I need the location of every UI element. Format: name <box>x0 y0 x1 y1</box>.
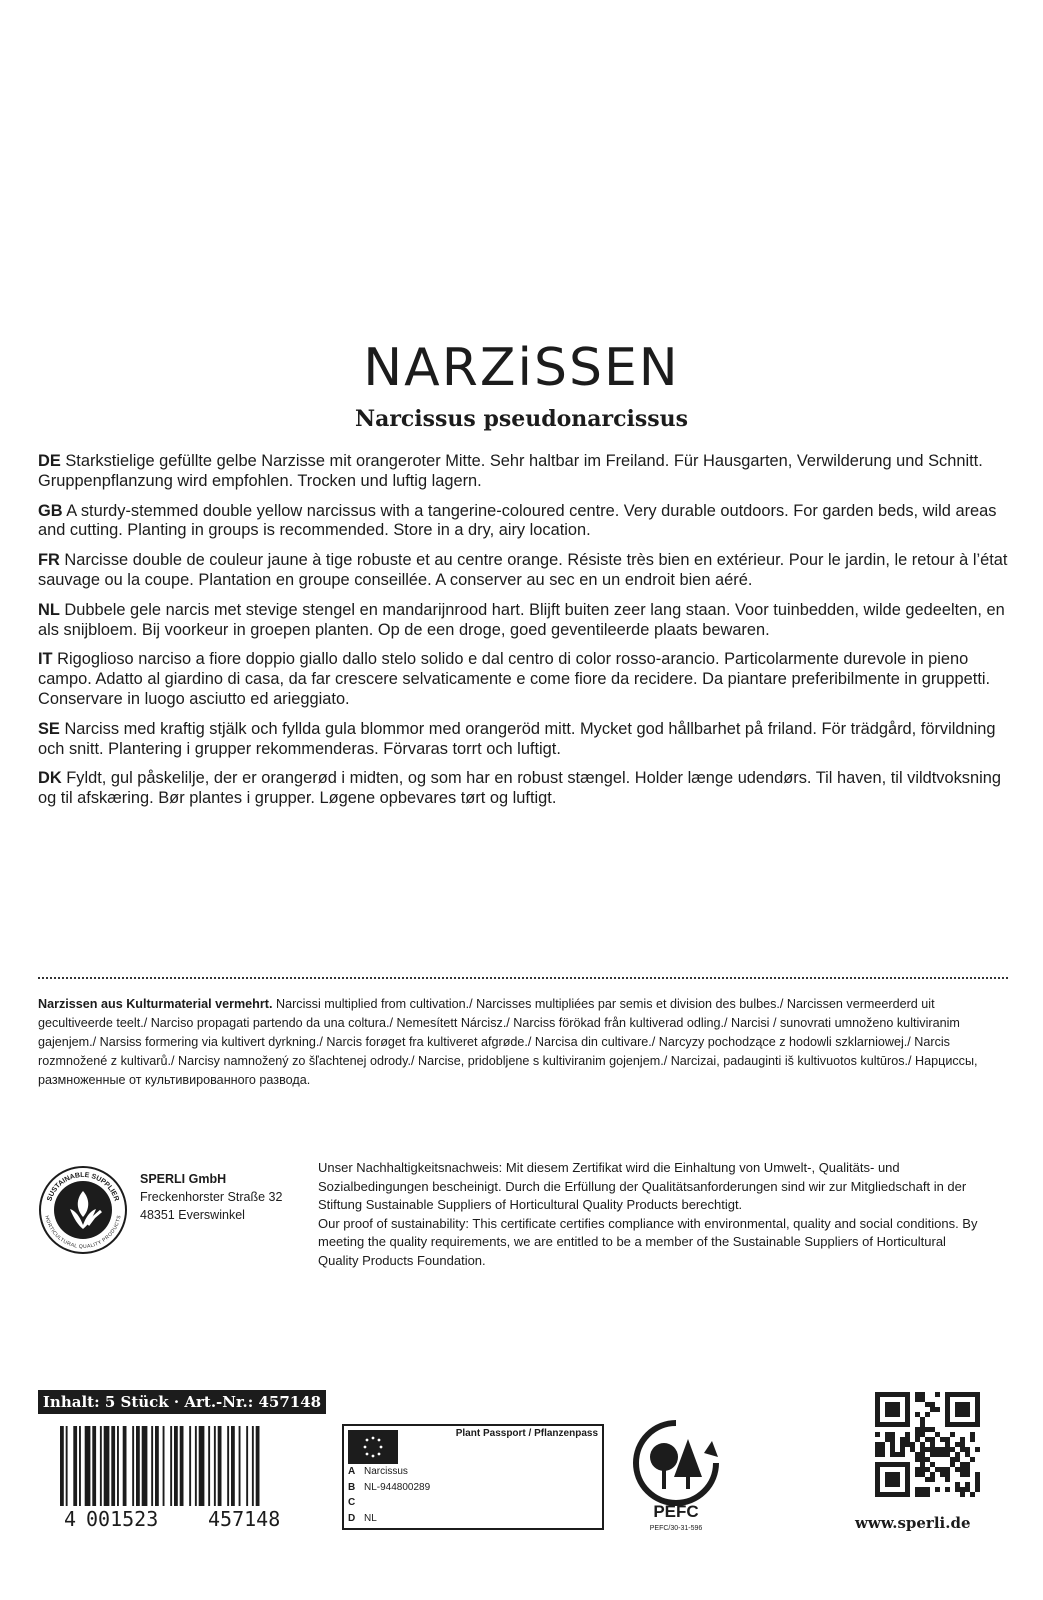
lang-text: Fyldt, gul påskelilje, der er orangerød i midten, og som har en robust stængel. Holder længe udendørs. Til haven, til vildtvoksning og til afskæring. Bør plantes i grupper. Løgene opbevares tørt og luftigt. <box>38 769 1001 808</box>
description-nl <box>38 601 1008 641</box>
lang-code: DK <box>38 769 62 788</box>
description-dk <box>38 769 1008 809</box>
lang-text: Rigoglioso narciso a fiore doppio giallo dallo stelo solido e dal centro di color rosso-arancio. Particolarmente durevole in pieno campo. Adatto al giardino di casa, da far crescere selvaticamente e come fiore da recidere. Da piantare preferibilmente in gruppetti. Conservare in luogo asciutto ed arieggiato. <box>38 650 991 708</box>
lang-code: IT <box>38 650 53 669</box>
sustainability-statement <box>318 1159 988 1271</box>
origin-notice <box>38 995 1008 1090</box>
company-city: 48351 Everswinkel <box>140 1208 245 1222</box>
origin-lead: Narzissen aus Kulturmaterial vermehrt. <box>38 997 273 1011</box>
passport-row: A Narcissus <box>348 1466 408 1477</box>
passport-row: D NL <box>348 1512 377 1524</box>
description-gb <box>38 502 1008 542</box>
badge-top-text: SUSTAINABLE SUPPLIER <box>46 1171 120 1203</box>
company-street: Freckenhorster Straße 32 <box>140 1190 283 1204</box>
company-name: SPERLI GmbH <box>140 1172 227 1186</box>
botanical-name: Narcissus pseudonarcissus <box>354 406 689 432</box>
sustainable-supplier-badge-icon <box>38 1165 128 1255</box>
passport-header: Plant Passport / Pflanzenpass <box>455 1428 598 1439</box>
passport-row: B NL-944800289 <box>348 1481 431 1493</box>
barcode-digit-first: 4 <box>64 1507 77 1528</box>
company-address <box>140 1170 282 1224</box>
barcode-digits-right: 457148 <box>208 1507 281 1528</box>
passport-rows <box>348 1464 430 1526</box>
pefc-logo-icon <box>626 1417 726 1532</box>
pefc-code: PEFC/30-31-596 <box>649 1525 703 1532</box>
description-fr <box>38 551 1008 591</box>
plant-passport <box>342 1424 604 1530</box>
lang-code: DE <box>38 452 61 470</box>
pefc-label: PEFC <box>653 1502 699 1521</box>
lang-text: Narcisse double de couleur jaune à tige robuste et au centre orange. Résiste très bien en extérieur. Pour le jardin, le retour à l’état sauvage ou la coupe. Plantation en groupe conseillée. A conserver au sec en un endroit bien aéré. <box>38 551 1008 589</box>
lang-code: FR <box>38 551 60 570</box>
lang-text: Narciss med kraftig stjälk och fyllda gula blommor med orangeröd mitt. Mycket god hållbarhet på friland. För trädgård, förvildning och snitt. Plantering i grupper rekommenderas. Förvaras torrt och luftigt. <box>38 719 996 758</box>
lang-code: NL <box>38 600 60 619</box>
passport-row: C <box>348 1497 356 1508</box>
qr-code-icon[interactable] <box>875 1392 980 1497</box>
website-link[interactable]: www.sperli.de <box>855 1514 971 1532</box>
lang-code: GB <box>38 501 63 520</box>
description-se <box>38 720 1008 760</box>
description-de <box>38 452 1008 492</box>
dotted-divider <box>38 977 1008 979</box>
sustainability-en: Our proof of sustainability: This certificate certifies compliance with environmental, quality and social conditions. By meeting the quality requirements, we are entitled to be a member of the Sustainable Suppliers of Horticultural Quality Products Foundation. <box>318 1215 978 1268</box>
product-title: NARZiSSEN <box>363 338 680 398</box>
content-label: Inhalt: 5 Stück · Art.-Nr.: 457148 <box>38 1390 326 1414</box>
barcode-icon <box>38 1418 326 1528</box>
sustainability-de: Unser Nachhaltigkeitsnachweis: Mit diesem Zertifikat wird die Einhaltung von Umwelt-, Qualitäts- und Sozialbedingungen bescheinigt. Durch die Erfüllung der Qualitätsanforderungen sind wir zur Mitgliedschaft in der Stiftung Sustainable Suppliers of Horticultural Quality Products berechtigt. <box>318 1160 967 1213</box>
barcode-digits-left: 001523 <box>86 1507 159 1528</box>
lang-text: Starkstielige gefüllte gelbe Narzisse mit orangeroter Mitte. Sehr haltbar im Freiland. Für Hausgarten, Verwilderung und Schnitt. Gruppenpflanzung wird empfohlen. Trocken und luftig lagern. <box>38 452 983 490</box>
lang-code: SE <box>38 719 60 738</box>
descriptions <box>38 452 1008 819</box>
lang-text: A sturdy-stemmed double yellow narcissus with a tangerine-coloured centre. Very durable outdoors. For garden beds, wild areas and cutting. Planting in groups is recommended. Store in a dry, airy location. <box>38 501 997 540</box>
lang-text: Dubbele gele narcis met stevige stengel en mandarijnrood hart. Blijft buiten zeer lang staan. Voor tuinbedden, wilde gedeelten, en als snijbloem. Bij voorkeur in groepen planten. Op de een droge, goed geventileerde plaats bewaren. <box>38 600 1005 639</box>
eu-flag-icon <box>348 1430 398 1464</box>
description-it <box>38 650 1008 709</box>
badge-bottom-text: HORTICULTURAL QUALITY PRODUCTS <box>43 1215 123 1251</box>
origin-text: Narcissi multiplied from cultivation./ Narcisses multipliées par semis et division des bulbes./ Narcissen vermeerderd uit gecultiveerde teelt./ Narciso propagati partendo da una coltura./ Nemesített Nárcisz./ Narciss förökad från kultiverad odling./ Narcisi / sunovrati umnoženo kultiviranim gajenjem./ Narsiss formering via kultivert dyrkning./ Narcis forøget fra kultiveret afgrøde./ Narcisa din cultivare./ Narcyzy pochodzące z hodowli szklarniowej./ Narcis rozmnožené z kultivarů./ Narcisy namnožený zo šľachtenej odrody./ Narcise, pridobljene s kultiviranim gojenjem./ Narcizai, padauginti iš kultivuotos kultūros./ Нарциссы, размноженные от культивированного развода. <box>38 997 978 1087</box>
